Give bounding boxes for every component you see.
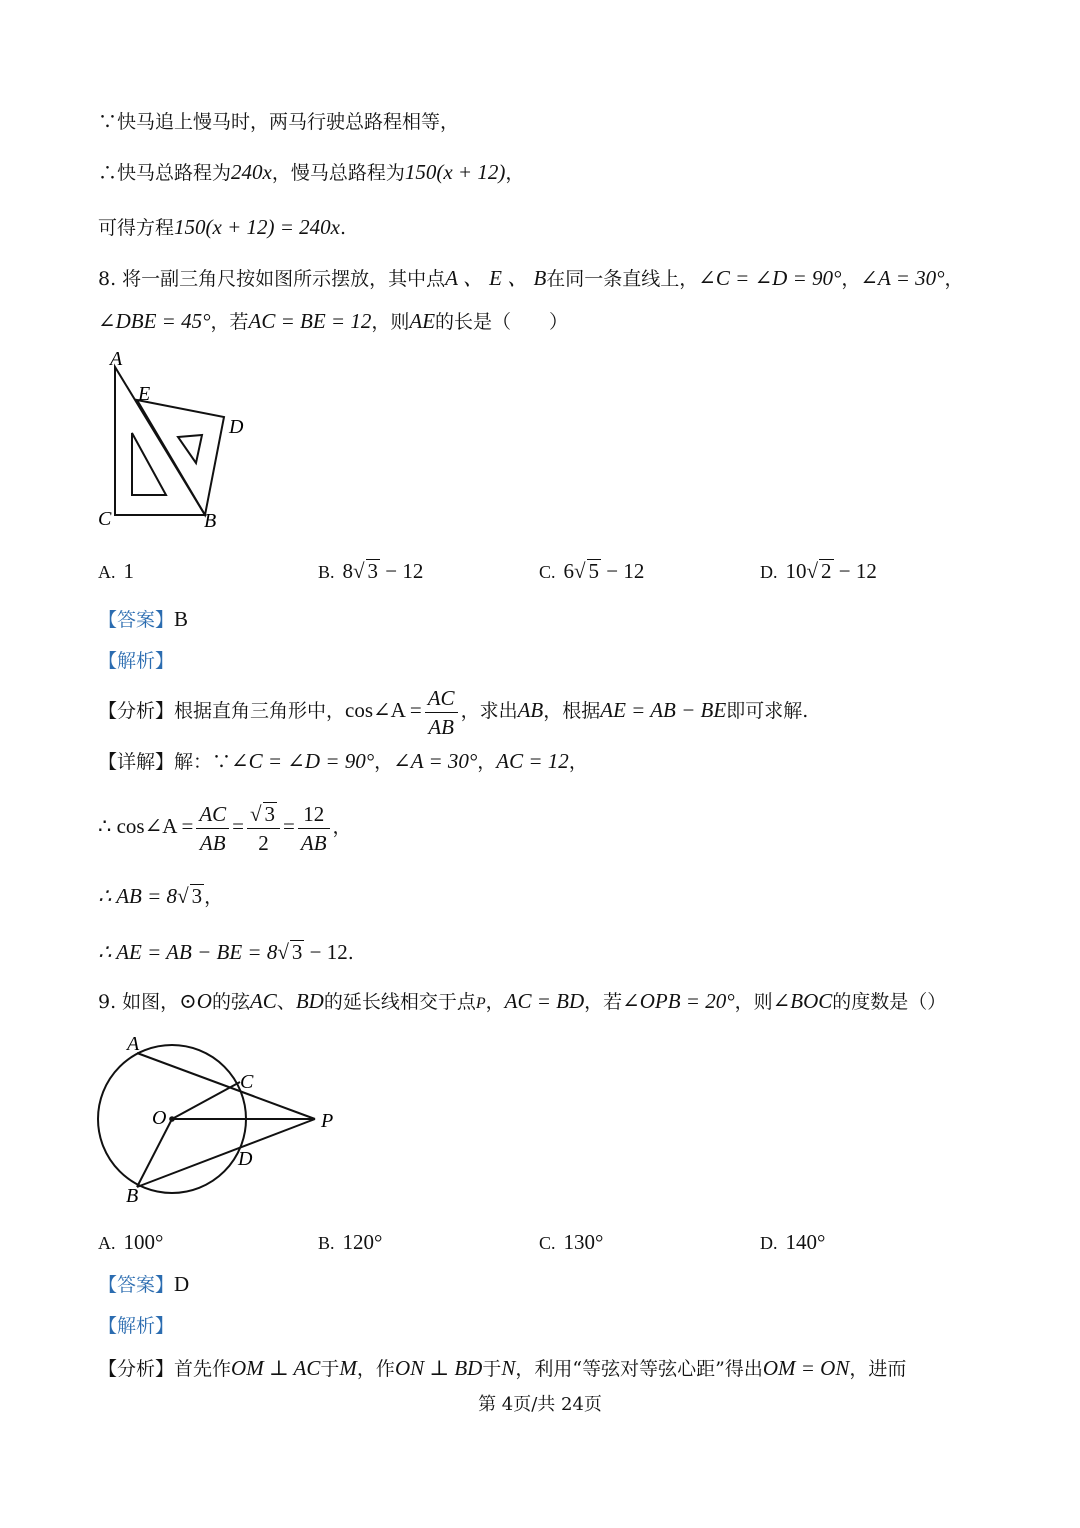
option-d: D. 10√ 2 − 12 [760,559,877,583]
label-A: A [127,1033,140,1055]
text-line: ∵快马追上慢马时，两马行驶总路程相等， [98,111,460,133]
page-footer: 第 4页/共 24页 [478,1394,602,1415]
fenxi-line: 【分析】根据直角三角形中，cos∠A = $\frac{AC}{AB}$ ，求出AB，根据AE = AB − BE即可求解. [98,685,809,739]
xiangjie-line: 【详解】解：∵∠C = ∠D = 90°，∠A = 30°，AC = 12， [98,749,588,773]
label-B: B [204,510,217,532]
text-line: ∴快马总路程为240x，慢马总路程为150(x + 12)， [98,160,525,184]
analysis-tag: 【解析】 [98,1315,175,1337]
answer-line: 【答案】D [98,1272,190,1296]
step-2: ∴ AB = 8√ 3 ， [98,884,224,908]
triangle-figure [90,345,260,535]
label-P: P [321,1110,334,1132]
option-b: B. 120° [318,1230,383,1254]
analysis-tag: 【解析】 [98,650,175,672]
circle-figure [90,1030,350,1210]
label-A: A [110,348,123,370]
fenxi-line: 【分析】首先作OM ⊥ AC于M，作ON ⊥ BD于N，利用“等弦对等弦心距”得出OM = ON，进而 [98,1356,907,1380]
label-B: B [126,1185,139,1207]
option-d: D. 140° [760,1230,826,1254]
option-c: C. 6√ 5 − 12 [539,559,645,583]
answer-line: 【答案】B [98,607,189,631]
option-c: C. 130° [539,1230,604,1254]
label-D: D [238,1148,253,1170]
label-O: O [152,1107,167,1129]
step-3: ∴ AE = AB − BE = 8√ 3 − 12. [98,940,354,964]
step-1: ∴ cos∠A = $\frac{AC}{AB}$ = $\frac{√ 3}{2}$ = $\frac{12}{AB}$ ， [98,801,352,855]
option-a: A. 1 [98,559,134,583]
label-E: E [138,383,151,405]
label-D: D [229,416,244,438]
label-C: C [98,508,112,530]
option-b: B. 8√ 3 − 12 [318,559,424,583]
text-line: 可得方程150(x + 12) = 240x. [98,215,347,239]
question-8-text: ∠DBE = 45°，若AC = BE = 12，则AE的长是（ ） [98,309,569,333]
label-C: C [240,1071,254,1093]
option-a: A. 100° [98,1230,164,1254]
question-8-text: 8. 将一副三角尺按如图所示摆放，其中点A 、 E 、 B在同一条直线上，∠C = ∠D = 90°，∠A = 30°， [98,266,964,290]
question-9-text: 9. 如图，⊙O的弦AC、BD的延长线相交于点P，AC = BD，若∠OPB = 20°，则∠BOC的度数是（） [98,989,947,1013]
